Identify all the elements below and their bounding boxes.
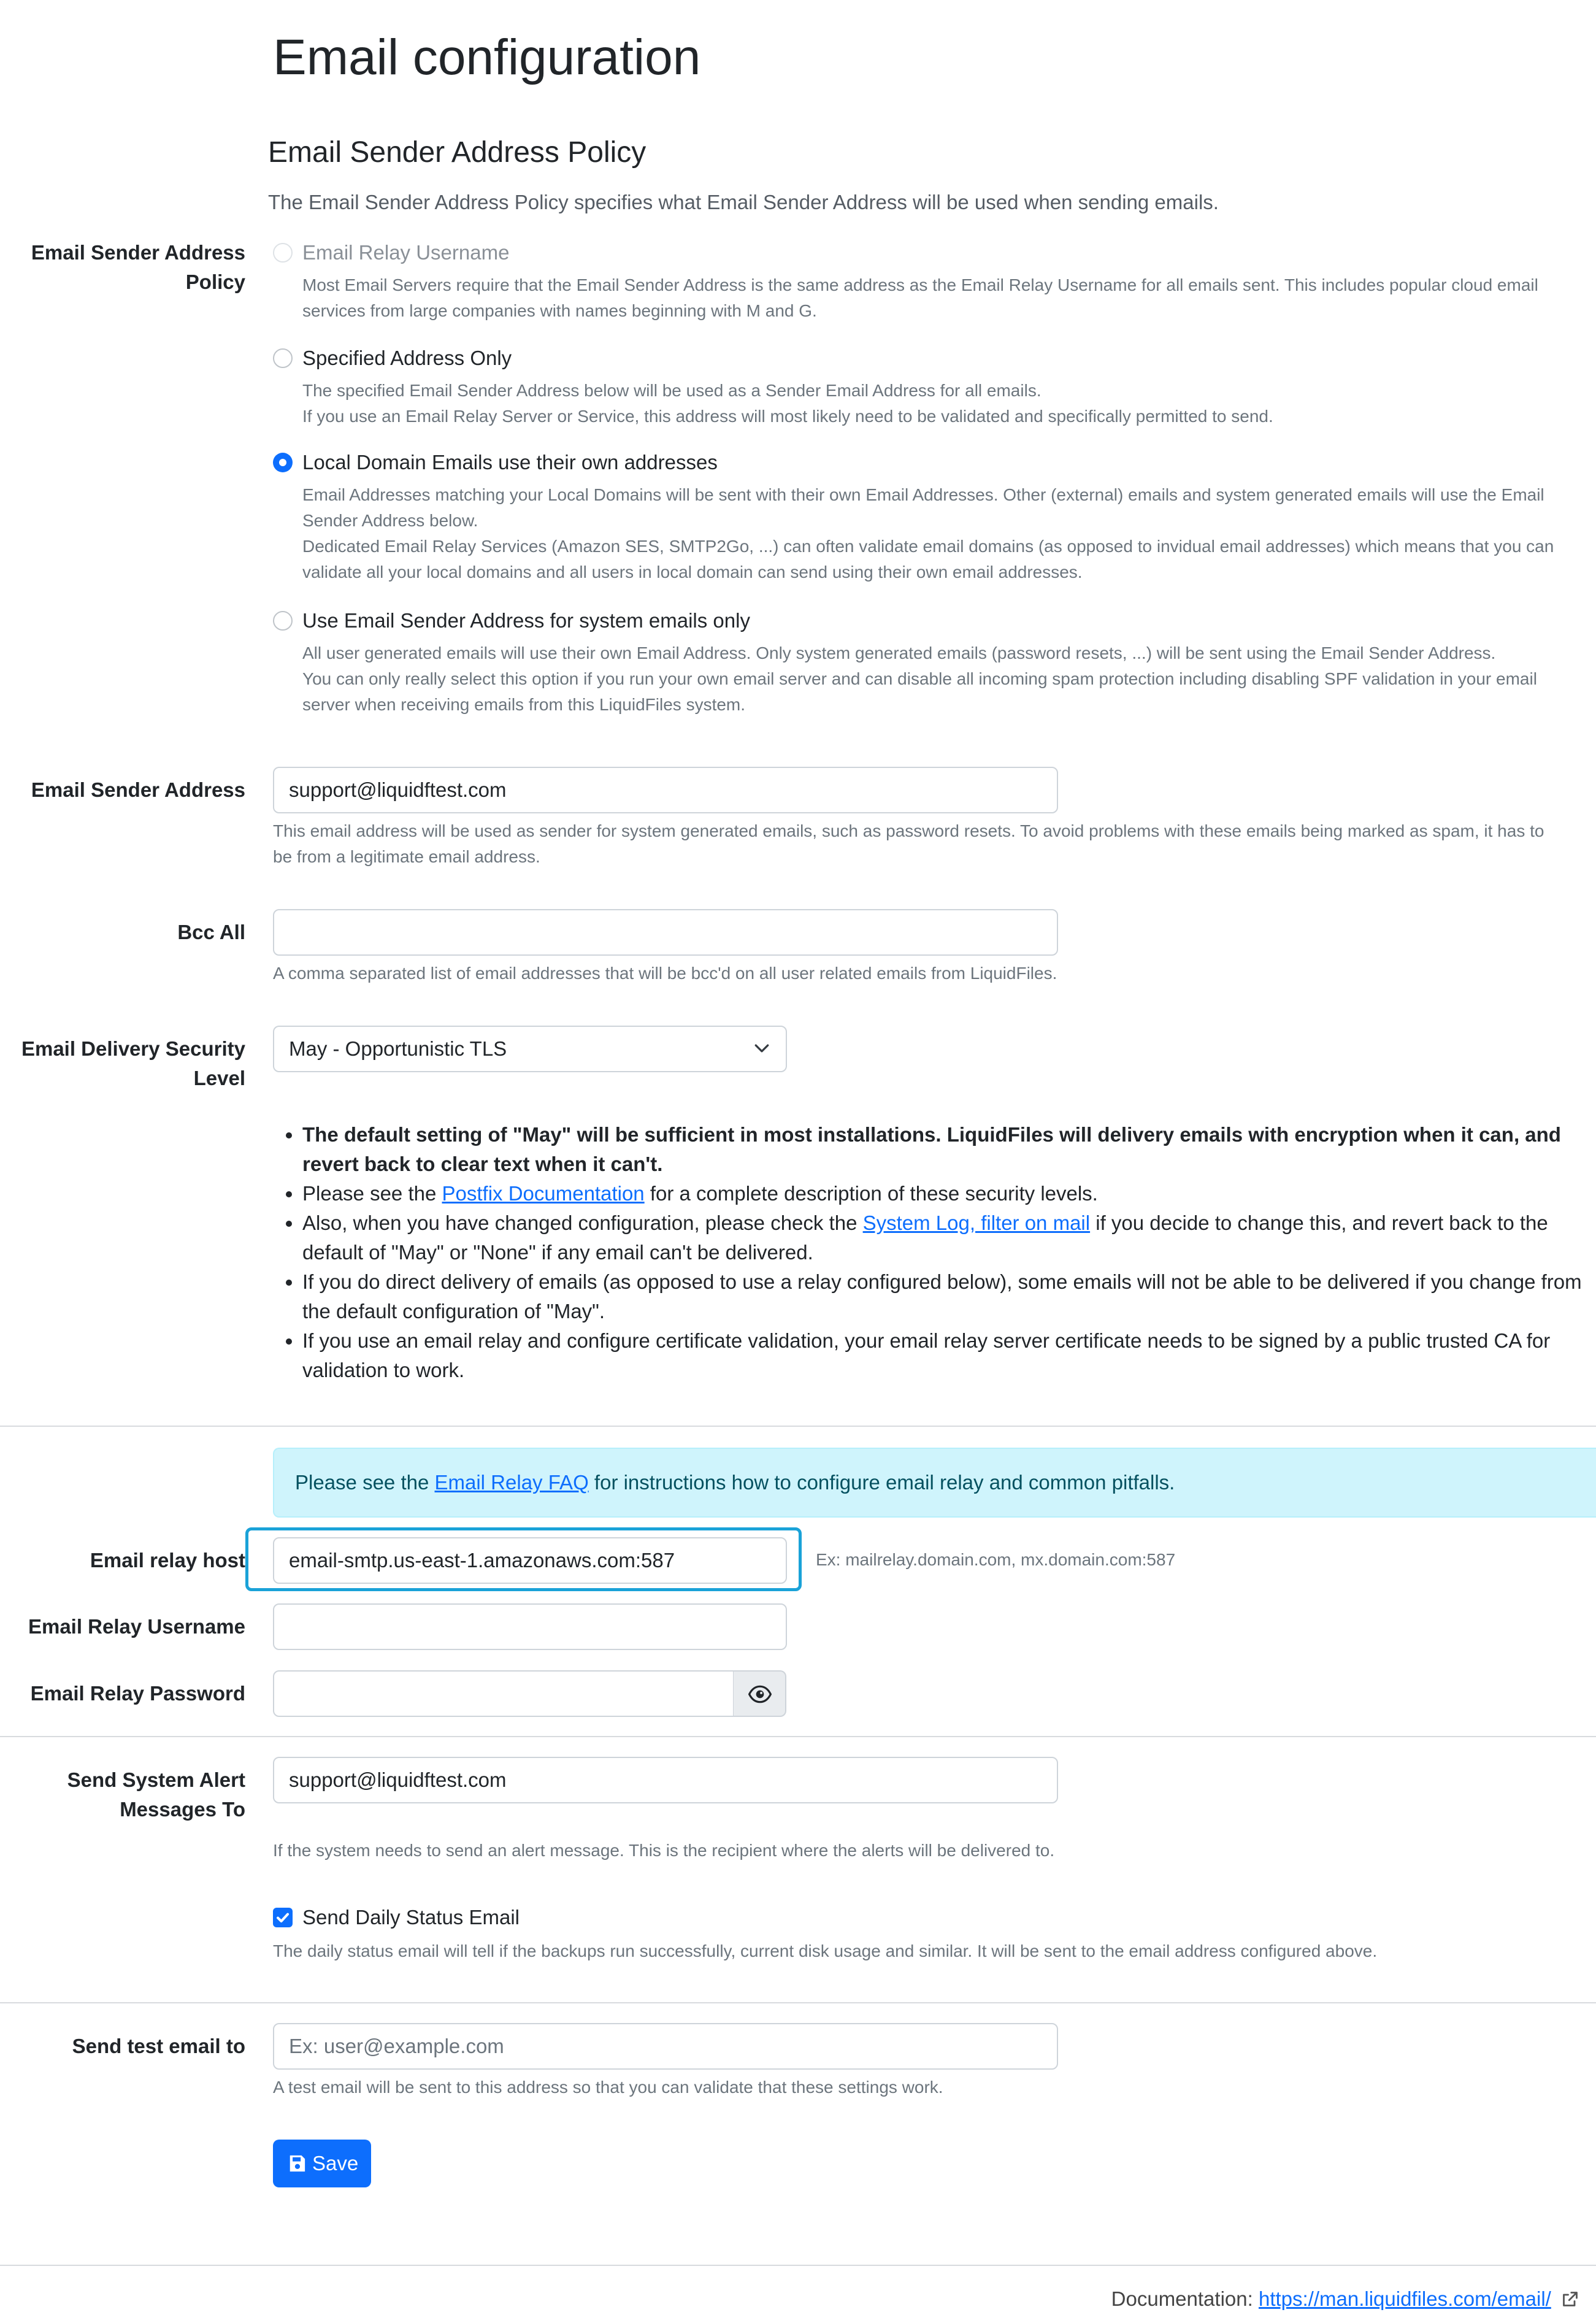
- daily-status-help: The daily status email will tell if the backups run successfully, current disk usage and similar. It will be sent to the email address configured above.: [273, 1941, 1378, 1960]
- show-password-button[interactable]: [734, 1670, 786, 1717]
- note-direct-delivery: • If you do direct delivery of emails (as opposed to use a relay configured below), some emails will not be able to be delivered if you change from the default configuration of "May".: [302, 1267, 1596, 1326]
- radio-label-system-emails-only: Use Email Sender Address for system emails only: [302, 609, 750, 632]
- section-heading-sender-policy: Email Sender Address Policy: [268, 136, 646, 169]
- save-button-label: Save: [312, 2152, 359, 2175]
- radio-help-email-relay-username: Most Email Servers require that the Email Sender Address is the same address as the Email Relay Username for all emails sent. This includes popular cloud email services from large companies with names beginning with M and G.: [302, 275, 1538, 320]
- section-divider: [0, 1736, 1596, 1737]
- radio-help-local-domain-own-addresses: Email Addresses matching your Local Domains will be sent with their own Email Addresses. Other (external) emails and system generated emails will use the Email Sender Address below. Dedicated Email Relay Services (Amazon SES, SMTP2Go, ...) can often validate email domains (as opposed to invidual email addresses) which means that you can validate all your local domains and all users in local domain can send using their own email addresses.: [302, 485, 1554, 582]
- delivery-security-select[interactable]: [273, 1026, 787, 1072]
- bcc-all-input[interactable]: [273, 909, 1058, 956]
- email-relay-faq-link[interactable]: Email Relay FAQ: [434, 1471, 589, 1494]
- bcc-all-help: A comma separated list of email addresses that will be bcc'd on all user related emails from LiquidFiles.: [273, 964, 1057, 983]
- field-label-test-email: Send test email to: [72, 2035, 245, 2057]
- radio-email-relay-username[interactable]: [273, 243, 293, 263]
- test-email-input[interactable]: [273, 2023, 1058, 2070]
- relay-faq-alert: Please see the Email Relay FAQ for instructions how to configure email relay and common pitfalls.: [273, 1448, 1596, 1518]
- page-title: Email configuration: [273, 29, 701, 85]
- radio-label-local-domain-own-addresses: Local Domain Emails use their own addresses: [302, 451, 718, 474]
- radio-help-specified-address-only: The specified Email Sender Address below will be used as a Sender Email Address for all emails. If you use an Email Relay Server or Service, this address will most likely need to be validated and specifically permitted to send.: [302, 381, 1273, 426]
- note-certificate-validation: • If you use an email relay and configure certificate validation, your email relay server certificate needs to be signed by a public trusted CA for validation to work.: [302, 1326, 1596, 1385]
- documentation-footer: Documentation: https://man.liquidfiles.com/email/: [1111, 2284, 1579, 2314]
- field-label-alert-recipient: Send System Alert Messages To: [67, 1768, 245, 1821]
- field-label-relay-password: Email Relay Password: [30, 1682, 245, 1705]
- relay-host-example: Ex: mailrelay.domain.com, mx.domain.com:587: [816, 1550, 1176, 1569]
- radio-local-domain-own-addresses[interactable]: [273, 453, 293, 472]
- alert-recipient-input[interactable]: [273, 1757, 1058, 1803]
- radio-system-emails-only[interactable]: [273, 611, 293, 631]
- external-link-icon: [1562, 2290, 1579, 2308]
- delivery-security-notes: [273, 1120, 1596, 1385]
- section-divider: [0, 1426, 1596, 1427]
- save-button[interactable]: [273, 2140, 371, 2187]
- section-description: The Email Sender Address Policy specifies what Email Sender Address will be used when sending emails.: [268, 191, 1219, 213]
- daily-status-checkbox[interactable]: [273, 1908, 293, 1927]
- radio-label-specified-address-only: Specified Address Only: [302, 347, 512, 369]
- alert-recipient-help: If the system needs to send an alert message. This is the recipient where the alerts will be delivered to.: [273, 1841, 1055, 1860]
- system-log-link[interactable]: System Log, filter on mail: [862, 1211, 1091, 1234]
- note-system-log: • Also, when you have changed configuration, please check the System Log, filter on mail if you decide to change this, and revert back to the default of "May" or "None" if any email can't be delivered.: [302, 1208, 1596, 1267]
- relay-username-input[interactable]: [273, 1603, 787, 1650]
- sender-address-input[interactable]: [273, 767, 1058, 813]
- field-label-relay-host: Email relay host: [90, 1549, 245, 1572]
- field-label-sender-policy: Email Sender Address Policy: [31, 241, 245, 293]
- field-label-delivery-security: Email Delivery Security Level: [21, 1037, 245, 1089]
- daily-status-label: Send Daily Status Email: [302, 1906, 520, 1929]
- relay-password-input[interactable]: [273, 1670, 734, 1717]
- footer-divider: [0, 2265, 1596, 2266]
- chevron-down-icon: [754, 1040, 770, 1056]
- postfix-documentation-link[interactable]: Postfix Documentation: [442, 1182, 645, 1205]
- test-email-help: A test email will be sent to this address so that you can validate that these settings work.: [273, 2078, 943, 2097]
- field-label-relay-username: Email Relay Username: [28, 1615, 245, 1638]
- sender-address-help: This email address will be used as sender for system generated emails, such as password resets. To avoid problems with these emails being marked as spam, it has to be from a legitimate email address.: [273, 821, 1544, 866]
- radio-specified-address-only[interactable]: [273, 348, 293, 368]
- floppy-disk-icon: [288, 2154, 306, 2173]
- field-label-sender-address: Email Sender Address: [31, 778, 245, 801]
- relay-host-input[interactable]: [273, 1537, 787, 1584]
- delivery-security-selected: May - Opportunistic TLS: [289, 1037, 507, 1060]
- field-label-bcc-all: Bcc All: [177, 921, 245, 943]
- section-divider: [0, 2002, 1596, 2003]
- note-postfix-docs: • Please see the Postfix Documentation for a complete description of these security levels.: [302, 1179, 1596, 1208]
- radio-help-system-emails-only: All user generated emails will use their own Email Address. Only system generated emails (password resets, ...) will be sent using the Email Sender Address. You can only really select this option if you run your own email server and can disable all incoming spam protection including disabling SPF validation in your email server when receiving emails from this LiquidFiles system.: [302, 643, 1537, 714]
- note-default-may: • The default setting of "May" will be sufficient in most installations. LiquidFiles will delivery emails with encryption when it can, and revert back to clear text when it can't.: [302, 1120, 1596, 1179]
- radio-label-email-relay-username: Email Relay Username: [302, 241, 510, 264]
- checkmark-icon: [273, 1908, 293, 1927]
- documentation-link[interactable]: https://man.liquidfiles.com/email/: [1258, 2287, 1551, 2310]
- eye-icon: [748, 1684, 772, 1704]
